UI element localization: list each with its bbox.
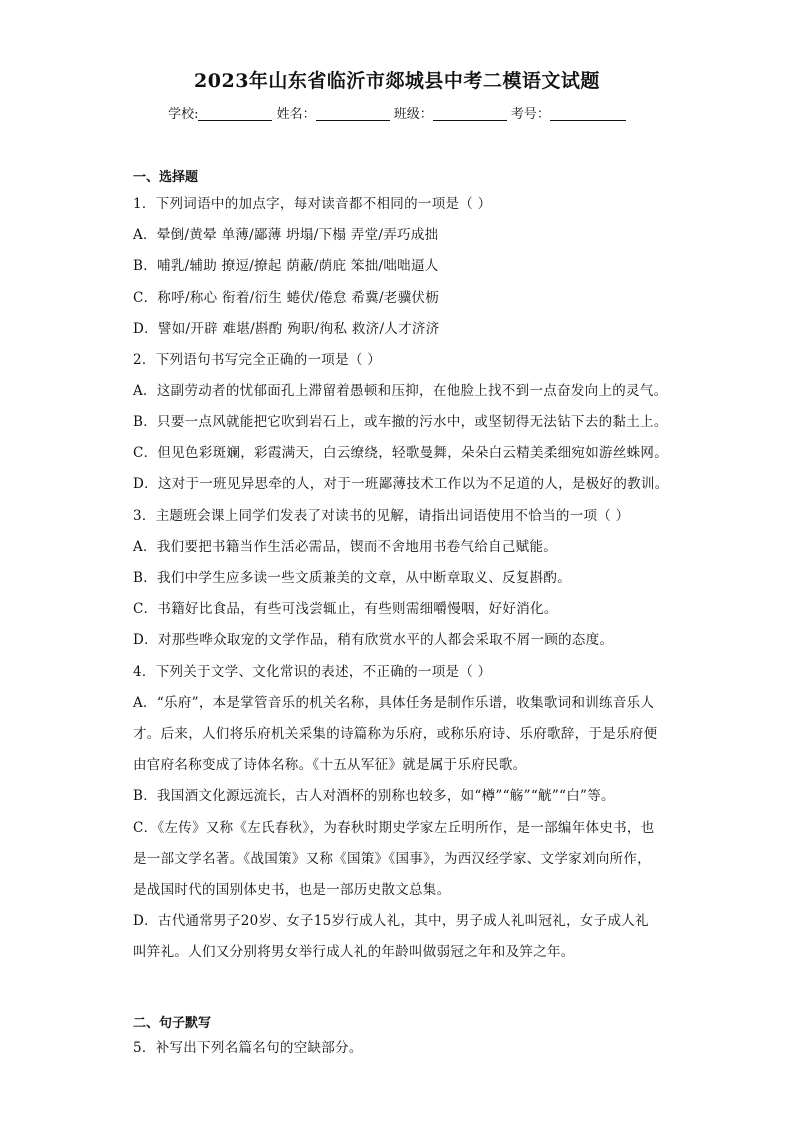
q3-option-a: A．我们要把书籍当作生活必需品，锲而不舍地用书卷气给自己赋能。: [133, 539, 558, 555]
class-label: 班级：: [393, 107, 433, 122]
q4-option-a-line3: 由官府名称变成了诗体名称。《十五从军征》就是属于乐府民歌。: [133, 757, 527, 773]
page-title: 2023年山东省临沂市郯城县中考二模语文试题: [194, 70, 600, 92]
exam-no-label: 考号：: [510, 107, 550, 122]
q3-option-b: B．我们中学生应多读一些文质兼美的文章，从中断章取义、反复斟酌。: [133, 570, 572, 586]
q2-option-d: D．这对于一班见异思牵的人，对于一班鄙薄技术工作以为不足道的人，是极好的教训。: [133, 476, 669, 492]
q1-option-b: B．哺乳/辅助 撩逗/撩起 荫蔽/荫庇 笨拙/咄咄逼人: [133, 258, 439, 274]
school-blank[interactable]: [198, 106, 272, 121]
q4-option-c-line1: C．《左传》又称《左氏春秋》，为春秋时期史学家左丘明所作，是一部编年体史书，也: [133, 820, 655, 836]
q4-option-d-line1: D．古代通常男子20岁、女子15岁行成人礼，其中，男子成人礼叫冠礼，女子成人礼: [133, 913, 649, 929]
q4-option-a-line1: A．“乐府”，本是掌管音乐的机关名称，具体任务是制作乐谱，收集歌词和训练音乐人: [133, 695, 655, 711]
q1-stem: 1．下列词语中的加点字，每对读音都不相同的一项是（ ）: [133, 196, 492, 212]
exam-no-blank[interactable]: [550, 106, 626, 121]
q1-option-d: D．譬如/开辟 难堪/斟酌 殉职/徇私 救济/人才济济: [133, 321, 440, 337]
q2-option-a: A．这副劳动者的忧郁面孔上滞留着愚顿和压抑，在他脸上找不到一点奋发向上的灵气。: [133, 383, 668, 399]
q4-option-d-line2: 叫笄礼。人们又分别将男女举行成人礼的年龄叫做弱冠之年和及笄之年。: [133, 944, 575, 960]
q2-stem: 2．下列语句书写完全正确的一项是（ ）: [133, 352, 382, 368]
q4-option-c-line3: 是战国时代的国别体史书，也是一部历史散文总集。: [133, 882, 451, 898]
q4-option-a-line2: 才。后来，人们将乐府机关采集的诗篇称为乐府，或称乐府诗、乐府歌辞，于是乐府便: [133, 726, 658, 742]
class-blank[interactable]: [433, 106, 507, 121]
q4-option-b: B．我国酒文化源远流长，古人对酒杯的别称也较多，如“樽”“觞”“觥”“白”等。: [133, 788, 615, 804]
q4-stem: 4．下列关于文学、文化常识的表述，不正确的一项是（ ）: [133, 664, 492, 680]
section-heading-choice: 一、选择题: [133, 170, 199, 185]
name-label: 姓名：: [276, 107, 316, 122]
q2-option-c: C．但见色彩斑斓，彩霞满天，白云缭绕，轻歌曼舞，朵朵白云精美柔细宛如游丝蛛网。: [133, 445, 669, 461]
q2-option-b: B．只要一点风就能把它吹到岩石上，或车撤的污水中，或坚韧得无法钻下去的黏土上。: [133, 414, 668, 430]
section-heading-dictation: 二、句子默写: [133, 1016, 212, 1031]
q5-stem: 5．补写出下列名篇名句的空缺部分。: [133, 1040, 363, 1056]
q3-option-d: D．对那些哗众取宠的文学作品，稍有欣赏水平的人都会采取不屑一顾的态度。: [133, 632, 614, 648]
name-blank[interactable]: [316, 106, 390, 121]
q1-option-a: A．晕倒/黄晕 单薄/鄙薄 坍塌/下榻 弄堂/弄巧成拙: [133, 227, 439, 243]
q3-stem: 3．主题班会课上同学们发表了对读书的见解，请指出词语使用不恰当的一项（ ）: [133, 508, 630, 524]
q1-option-c: C．称呼/称心 衔着/衍生 蜷伏/倦怠 希冀/老骥伏枥: [133, 290, 439, 306]
q3-option-c: C．书籍好比食品，有些可浅尝辄止，有些则需细嚼慢咽，好好消化。: [133, 601, 558, 617]
q4-option-c-line2: 是一部文学名著。《战国策》又称《国策》《国事》，为西汉经学家、文学家刘向所作，: [133, 851, 651, 867]
school-label: 学校:: [168, 107, 199, 122]
student-info-row: [0, 103, 794, 122]
